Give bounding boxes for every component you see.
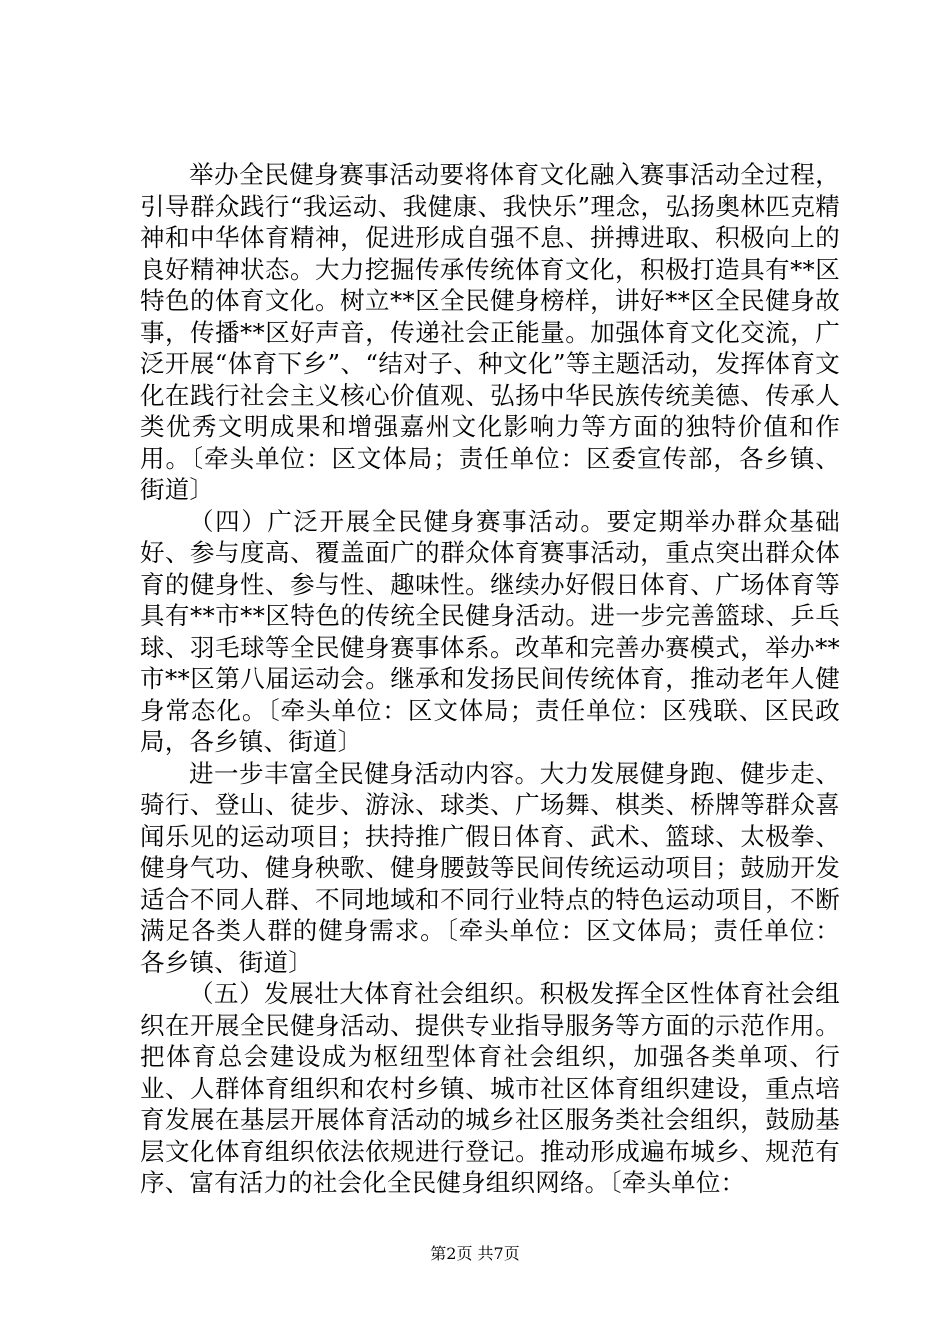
paragraph-section-four: （四）广泛开展全民健身赛事活动。要定期举办群众基础好、参与度高、覆盖面广的群众体育赛事活动，重点突出群众体育的健身性、参与性、趣味性。继续办好假日体育、广场体育等具有**市**区特色的传统全民健身活动。进一步完善篮球、乒乓球、羽毛球等全民健身赛事体系。改革和完善办赛模式，举办**市**区第八届运动会。继承和发扬民间传统体育，推动老年人健身常态化。〔牵头单位：区文体局；责任单位：区残联、区民政局，各乡镇、街道〕 <box>140 506 840 756</box>
paragraph-culture: 举办全民健身赛事活动要将体育文化融入赛事活动全过程，引导群众践行“我运动、我健康、我快乐”理念，弘扬奥林匹克精神和中华体育精神，促进形成自强不息、拼搏进取、积极向上的良好精神状态。大力挖掘传承传统体育文化，积极打造具有**区特色的体育文化。树立**区全民健身榜样，讲好**区全民健身故事，传播**区好声音，传递社会正能量。加强体育文化交流，广泛开展“体育下乡”、“结对子、种文化”等主题活动，发挥体育文化在践行社会主义核心价值观、弘扬中华民族传统美德、传承人类优秀文明成果和增强嘉州文化影响力等方面的独特价值和作用。〔牵头单位：区文体局；责任单位：区委宣传部，各乡镇、街道〕 <box>140 160 840 504</box>
page-number-label: 第2页 共7页 <box>430 1244 520 1263</box>
paragraph-section-five: （五）发展壮大体育社会组织。积极发挥全区性体育社会组织在开展全民健身活动、提供专业指导服务等方面的示范作用。把体育总会建设成为枢纽型体育社会组织，加强各类单项、行业、人群体育组织和农村乡镇、城市社区体育组织建设，重点培育发展在基层开展体育活动的城乡社区服务类社会组织，鼓励基层文化体育组织依法依规进行登记。推动形成遍布城乡、规范有序、富有活力的社会化全民健身组织网络。〔牵头单位： <box>140 979 840 1197</box>
paragraph-activity-content: 进一步丰富全民健身活动内容。大力发展健身跑、健步走、骑行、登山、徒步、游泳、球类、广场舞、棋类、桥牌等群众喜闻乐见的运动项目；扶持推广假日体育、武术、篮球、太极拳、健身气功、健身秧歌、健身腰鼓等民间传统运动项目；鼓励开发适合不同人群、不同地域和不同行业特点的特色运动项目，不断满足各类人群的健身需求。〔牵头单位：区文体局；责任单位：各乡镇、街道〕 <box>140 758 840 977</box>
page-footer <box>0 1244 950 1264</box>
document-body <box>140 159 840 1199</box>
